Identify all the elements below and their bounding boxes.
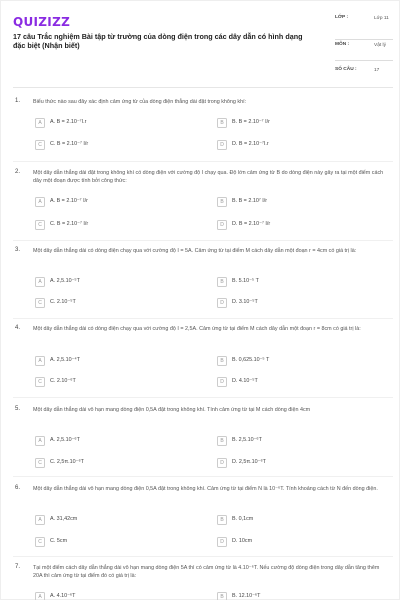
option-c[interactable] bbox=[35, 298, 185, 309]
option-c[interactable] bbox=[35, 377, 185, 388]
option-letter: D bbox=[217, 377, 227, 387]
option-letter: A bbox=[35, 356, 45, 366]
option-text: A. 4.10⁻⁶T bbox=[50, 593, 76, 599]
meta-divider bbox=[335, 39, 393, 40]
option-letter: A bbox=[35, 197, 45, 207]
count-label: SỐ CÂU : bbox=[335, 67, 357, 72]
option-letter: B bbox=[217, 356, 227, 366]
option-text: A. 2,5.10⁻⁶T bbox=[50, 437, 80, 443]
option-text: A. 2,5.10⁻⁵T bbox=[50, 278, 80, 284]
question-divider bbox=[13, 240, 393, 241]
option-letter: A bbox=[35, 515, 45, 525]
option-d[interactable] bbox=[217, 537, 367, 548]
option-b[interactable] bbox=[217, 277, 367, 288]
option-letter: B bbox=[217, 118, 227, 128]
option-text: C. B = 2.10⁻⁷ I/r bbox=[50, 141, 89, 147]
option-letter: D bbox=[217, 220, 227, 230]
option-text: A. 2,5.10⁻⁴T bbox=[50, 357, 81, 363]
option-b[interactable] bbox=[217, 592, 367, 600]
option-text: B. 5.10⁻⁵ T bbox=[232, 278, 259, 284]
option-text: A. B = 2.10⁻⁷I.r bbox=[50, 119, 87, 125]
option-letter: C bbox=[35, 377, 45, 387]
option-text: B. 0,1cm bbox=[232, 516, 254, 522]
option-text: D. 10cm bbox=[232, 538, 253, 544]
question-text: Một dây dẫn thẳng dài đặt trong không khí có dòng điện với cường độ I chạy qua. Độ lớn cảm ứng từ B do dòng điện này gây ra tại một điểm cách dây một đoạn được tính bởi công thức: bbox=[33, 170, 384, 184]
option-letter: B bbox=[217, 197, 227, 207]
option-text: B. B = 2.10⁷ I/r bbox=[232, 198, 268, 204]
class-value: Lớp 11 bbox=[374, 16, 389, 21]
question-text: Một dây dẫn thẳng dài vô hạn mang dòng điện 0,5A đặt trong không khí. Tính cảm ứng từ tại M cách dòng điện 4cm bbox=[33, 407, 311, 413]
option-text: B. 12.10⁻⁶T bbox=[232, 593, 261, 599]
option-c[interactable] bbox=[35, 140, 185, 151]
question-divider bbox=[13, 318, 393, 319]
option-text: D. 2,5π.10⁻⁶T bbox=[232, 459, 266, 465]
option-text: A. 31,42cm bbox=[50, 516, 78, 522]
class-label: LỚP : bbox=[335, 15, 349, 20]
question-number: 3. bbox=[15, 247, 21, 253]
question-divider bbox=[13, 476, 393, 477]
option-text: C. B = 2.10⁻⁷ I/r bbox=[50, 221, 89, 227]
option-letter: A bbox=[35, 592, 45, 600]
question-text: Tại một điểm cách dây dẫn thẳng dài vô hạn mang dòng điện 5A thì có cảm ứng từ là 4.10⁻⁶T. Nếu cường độ dòng điện trong dây dẫn tăng thêm 20A thì cảm ứng từ tại điểm đó có giá trị là: bbox=[33, 565, 380, 579]
option-a[interactable] bbox=[35, 356, 185, 367]
option-c[interactable] bbox=[35, 458, 185, 469]
question-divider bbox=[13, 161, 393, 162]
option-text: D. B = 2.10⁻⁷ I/r bbox=[232, 221, 271, 227]
option-a[interactable] bbox=[35, 118, 185, 129]
question-divider bbox=[13, 556, 393, 557]
option-letter: C bbox=[35, 140, 45, 150]
option-letter: A bbox=[35, 436, 45, 446]
option-a[interactable] bbox=[35, 277, 185, 288]
option-letter: C bbox=[35, 537, 45, 547]
option-b[interactable] bbox=[217, 515, 367, 526]
option-letter: C bbox=[35, 298, 45, 308]
option-text: C. 2.10⁻⁶T bbox=[50, 378, 76, 384]
option-text: C. 2,5π.10⁻⁶T bbox=[50, 459, 84, 465]
option-letter: C bbox=[35, 220, 45, 230]
option-text: B. B = 2.10⁻⁷ I/r bbox=[232, 119, 270, 125]
option-letter: C bbox=[35, 458, 45, 468]
option-text: B. 2,5.10⁻⁶T bbox=[232, 437, 262, 443]
count-value: 17 bbox=[374, 68, 380, 73]
question-text: Một dây dẫn thẳng dài có dòng điện chạy qua với cường độ I = 2,5A. Cảm ứng từ tại điểm M cách dây dẫn một đoạn r = 8cm có giá trị là: bbox=[33, 326, 361, 332]
option-c[interactable] bbox=[35, 537, 185, 548]
option-letter: A bbox=[35, 277, 45, 287]
option-d[interactable] bbox=[217, 298, 367, 309]
meta-divider bbox=[335, 60, 393, 61]
option-d[interactable] bbox=[217, 377, 367, 388]
worksheet-title: 17 câu Trắc nghiệm Bài tập từ trường của dòng điện trong các dây dẫn có hình dạng đặc biệt (Nhận biết) bbox=[13, 32, 303, 50]
option-text: C. 2.10⁻⁵T bbox=[50, 299, 76, 305]
option-b[interactable] bbox=[217, 118, 367, 129]
option-text: A. B = 2.10⁻⁷ I/r bbox=[50, 198, 88, 204]
option-letter: D bbox=[217, 298, 227, 308]
subject-value: Vật lý bbox=[374, 43, 386, 48]
option-letter: B bbox=[217, 277, 227, 287]
question-text: Một dây dẫn thẳng dài vô hạn mang dòng điện 0,5A đặt trong không khí. Cảm ứng từ tại điểm N là 10⁻⁶T. Tính khoảng cách từ N đến dòng điện. bbox=[33, 486, 378, 492]
question-number: 5. bbox=[15, 406, 21, 412]
subject-label: MÔN : bbox=[335, 42, 350, 47]
option-text: D. 4.10⁻⁵T bbox=[232, 378, 258, 384]
question-divider bbox=[13, 397, 393, 398]
option-letter: A bbox=[35, 118, 45, 128]
option-letter: B bbox=[217, 436, 227, 446]
option-d[interactable] bbox=[217, 140, 367, 151]
question-number: 4. bbox=[15, 325, 21, 331]
option-c[interactable] bbox=[35, 220, 185, 231]
question-number: 7. bbox=[15, 564, 21, 570]
option-letter: B bbox=[217, 515, 227, 525]
option-b[interactable] bbox=[217, 197, 367, 208]
option-letter: D bbox=[217, 458, 227, 468]
option-text: D. 3.10⁻⁵T bbox=[232, 299, 258, 305]
option-letter: B bbox=[217, 592, 227, 600]
option-text: C. 5cm bbox=[50, 538, 68, 544]
option-text: D. B = 2.10⁻⁷I.r bbox=[232, 141, 269, 147]
option-a[interactable] bbox=[35, 515, 185, 526]
option-text: B. 0,625.10⁻⁵ T bbox=[232, 357, 270, 363]
option-a[interactable] bbox=[35, 436, 185, 447]
worksheet-header bbox=[1, 1, 400, 85]
option-a[interactable] bbox=[35, 197, 185, 208]
option-letter: D bbox=[217, 140, 227, 150]
question-text: Một dây dẫn thẳng dài có dòng điện chạy qua với cường độ I = 5A. Cảm ứng từ tại điểm M cách dây dẫn một đoạn r = 4cm có giá trị là: bbox=[33, 248, 357, 254]
option-b[interactable] bbox=[217, 436, 367, 447]
quizizz-logo[interactable]: QUIZIZZ bbox=[13, 15, 71, 29]
header-divider bbox=[13, 87, 393, 88]
question-number: 2. bbox=[15, 169, 21, 175]
option-d[interactable] bbox=[217, 458, 367, 469]
option-b[interactable] bbox=[217, 356, 367, 367]
option-letter: D bbox=[217, 537, 227, 547]
question-number: 6. bbox=[15, 485, 21, 491]
question-text: Biểu thức nào sau đây xác định cảm ứng từ của dòng điện thẳng dài đặt trong không khí: bbox=[33, 99, 247, 105]
option-d[interactable] bbox=[217, 220, 367, 231]
option-a[interactable] bbox=[35, 592, 185, 600]
question-number: 1. bbox=[15, 98, 21, 104]
